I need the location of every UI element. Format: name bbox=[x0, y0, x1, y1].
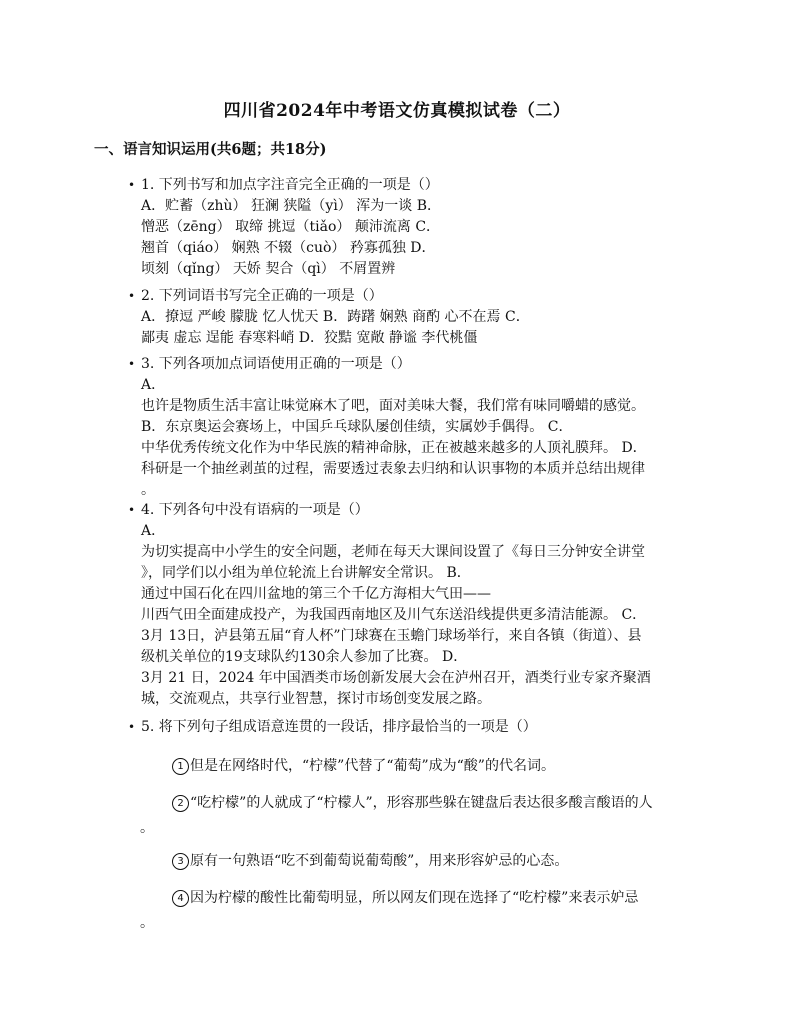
question-2 bbox=[128, 286, 700, 349]
question-line: 1. 下列书写和加点字注音完全正确的一项是（） bbox=[141, 177, 439, 193]
option-line: 鄙夷 虚忘 逞能 春寒料峭 D．狡黠 宽敞 静谧 李代桃僵 bbox=[141, 330, 478, 346]
bullet-icon: • bbox=[128, 503, 136, 517]
option-line: 也许是物质生活丰富让味觉麻木了吧，面对美味大餐，我们常有味同嚼蜡的感觉。 bbox=[141, 398, 645, 414]
option-line: A．撩逗 严峻 朦胧 忆人忧天 B．踌躇 娴熟 商酌 心不在焉 C． bbox=[141, 309, 530, 325]
option-line: 为切实提高中小学生的安全问题，老师在每天大课间设置了《每日三分钟安全讲堂 bbox=[141, 544, 645, 560]
option-line: B．东京奥运会赛场上，中国乒乓球队屡创佳绩，实属妙手偶得。 C． bbox=[141, 419, 573, 435]
question-line: 5. 将下列句子组成语意连贯的一段话，排序最恰当的一项是（） bbox=[141, 719, 537, 735]
sentence-tail: 。 bbox=[140, 820, 154, 836]
sentence-text: “吃柠檬”的人就成了“柠檬人”，形容那些躲在键盘后表达很多酸言酸语的人 bbox=[190, 795, 653, 811]
sentence-tail: 。 bbox=[140, 915, 154, 931]
question-1 bbox=[128, 175, 700, 280]
bullet-icon: • bbox=[128, 720, 136, 734]
question-3 bbox=[128, 354, 700, 501]
option-line: 憎恶（zēng） 取缔 挑逗（tiǎo） 颠沛流离 C． bbox=[141, 219, 441, 235]
circled-number: 4 bbox=[172, 890, 189, 907]
option-line: 3月 13日，泸县第五届“育人杯”门球赛在玉蟾门球场举行，来自各镇（街道）、县 bbox=[141, 628, 642, 644]
circled-number: 2 bbox=[172, 795, 189, 812]
option-line: 顷刻（qǐng） 天娇 契合（qì） 不屑置辨 bbox=[141, 261, 396, 277]
sentence-3 bbox=[172, 851, 712, 872]
question-line: 4. 下列各句中没有语病的一项是（） bbox=[141, 502, 369, 518]
question-4 bbox=[128, 500, 700, 710]
circled-number: 3 bbox=[172, 853, 189, 870]
option-line: 科研是一个抽丝剥茧的过程，需要透过表象去归纳和认识事物的本质并总结出规律 bbox=[141, 461, 645, 477]
bullet-icon: • bbox=[128, 289, 136, 303]
option-line: 》，同学们以小组为单位轮流上台讲解安全常识。 B． bbox=[141, 565, 471, 581]
option-line: 城，交流观点，共享行业智慧，探讨市场创变发展之路。 bbox=[141, 691, 491, 707]
sentence-2 bbox=[172, 793, 712, 814]
option-line: A． bbox=[141, 377, 166, 393]
sentence-4 bbox=[172, 888, 712, 909]
exam-title: 四川省2024年中考语文仿真模拟试卷（二） bbox=[223, 101, 571, 121]
option-line: A． bbox=[141, 523, 166, 539]
sentence-1 bbox=[172, 756, 712, 777]
bullet-icon: • bbox=[128, 357, 136, 371]
option-line: A．贮蓄（zhù） 狂澜 狭隘（yì） 浑为一谈 B． bbox=[141, 198, 441, 214]
option-line: 。 bbox=[141, 482, 155, 498]
option-line: 级机关单位的19支球队约130余人参加了比赛。 D． bbox=[141, 649, 468, 665]
option-line: 川西气田全面建成投产，为我国西南地区及川气东送沿线提供更多清洁能源。 C． bbox=[141, 607, 647, 623]
option-line: 通过中国石化在四川盆地的第三个千亿方海相大气田—— bbox=[141, 586, 491, 602]
question-line: 3. 下列各项加点词语使用正确的一项是（） bbox=[141, 356, 411, 372]
bullet-icon: • bbox=[128, 178, 136, 192]
option-line: 中华优秀传统文化作为中华民族的精神命脉，正在被越来越多的人顶礼膜拜。 D． bbox=[141, 440, 647, 456]
sentence-text: 原有一句熟语“吃不到葡萄说葡萄酸”，用来形容妒忌的心态。 bbox=[190, 853, 569, 869]
option-line: 3月 21 日，2024 年中国酒类市场创新发展大会在泸州召开，酒类行业专家齐聚酒 bbox=[141, 670, 651, 686]
sentence-text: 但是在网络时代，“柠檬”代替了“葡萄”成为“酸”的代名词。 bbox=[190, 758, 555, 774]
question-5 bbox=[128, 717, 700, 738]
option-line: 翘首（qiáo） 娴熟 不辍（cuò） 矜寡孤独 D． bbox=[141, 240, 436, 256]
circled-number: 1 bbox=[172, 758, 189, 775]
section-heading: 一、语言知识运用(共6题；共18分) bbox=[94, 141, 327, 158]
question-line: 2. 下列词语书写完全正确的一项是（） bbox=[141, 288, 383, 304]
sentence-text: 因为柠檬的酸性比葡萄明显，所以网友们现在选择了“吃柠檬”来表示妒忌 bbox=[190, 890, 639, 906]
